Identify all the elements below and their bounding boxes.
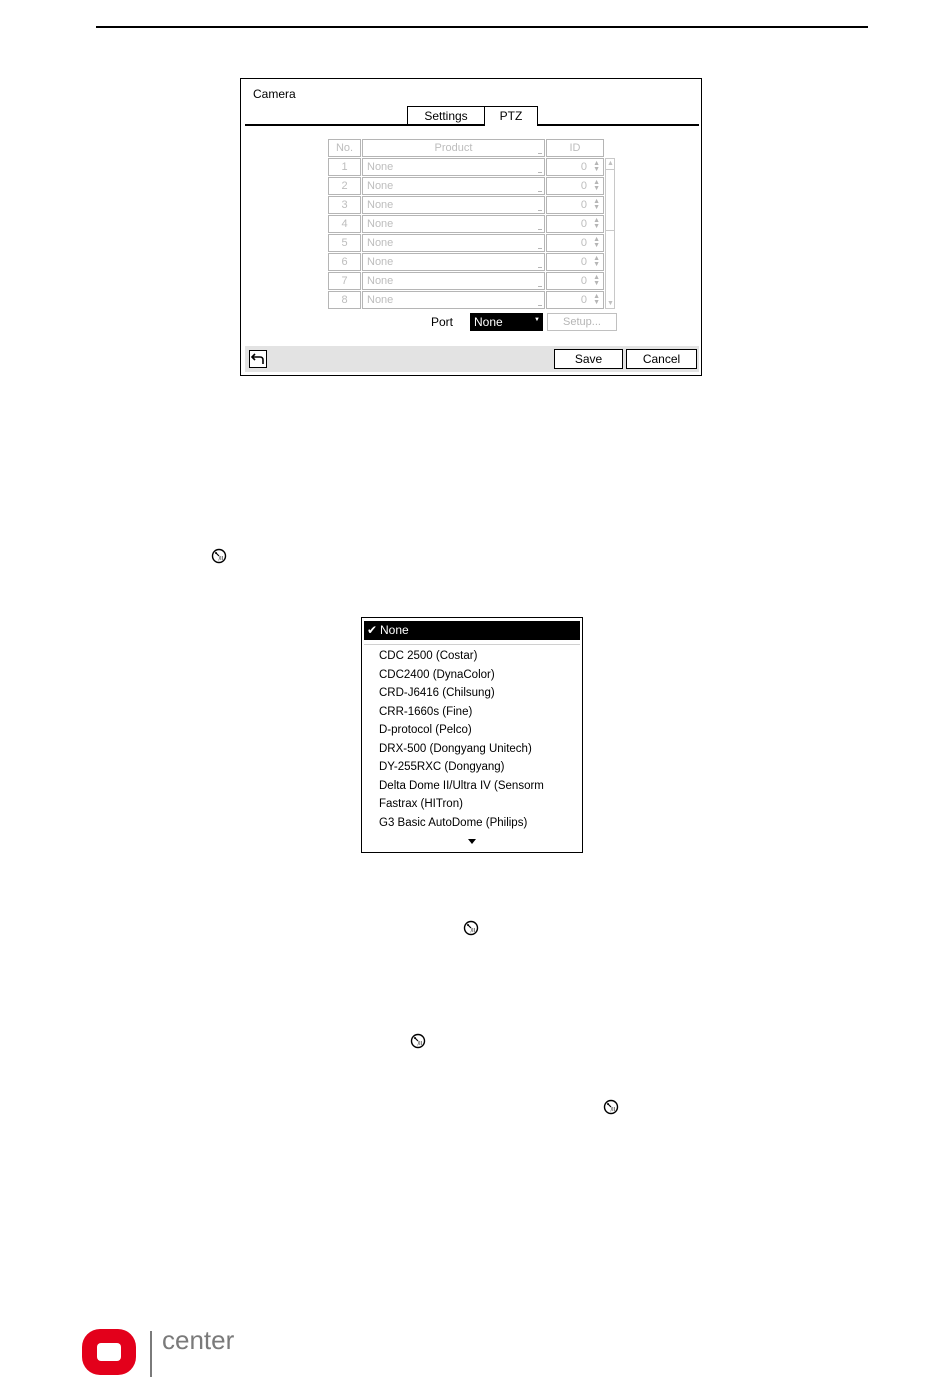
page-top-rule <box>96 26 868 28</box>
tab-settings[interactable]: Settings <box>407 106 485 125</box>
row-number: 8 <box>328 291 361 309</box>
knob-button-icon <box>463 920 479 936</box>
svg-text:/II: /II <box>610 1107 616 1113</box>
id-value: 0 <box>580 199 587 211</box>
tab-ptz[interactable]: PTZ <box>485 106 538 126</box>
logo-text: center <box>162 1325 235 1355</box>
spin-arrows-icon[interactable]: ▲ ▼ <box>593 198 600 211</box>
row-number: 5 <box>328 234 361 252</box>
dialog-title: Camera <box>253 87 296 101</box>
tab-underline <box>245 124 699 126</box>
product-select[interactable]: None <box>362 272 545 290</box>
dropdown-item[interactable]: G3 Basic AutoDome (Philips) <box>379 816 528 829</box>
scroll-down-arrow-icon[interactable] <box>468 839 476 844</box>
port-select[interactable] <box>470 313 543 331</box>
svg-text:/II: /II <box>218 556 224 562</box>
scroll-up-arrow-icon[interactable]: ▲ <box>607 160 614 167</box>
dropdown-item-label: None <box>380 623 409 637</box>
table-row[interactable] <box>328 196 616 215</box>
id-stepper[interactable] <box>546 196 604 214</box>
id-stepper[interactable] <box>546 253 604 271</box>
spin-arrows-icon[interactable]: ▲ ▼ <box>593 274 600 287</box>
port-select-value: None <box>474 315 503 329</box>
id-stepper[interactable] <box>546 272 604 290</box>
ptz-grid <box>328 139 616 310</box>
dropdown-item[interactable]: DY-255RXC (Dongyang) <box>379 761 505 773</box>
port-label: Port <box>431 315 454 329</box>
save-button[interactable]: Save <box>554 349 623 369</box>
product-select[interactable]: None <box>362 234 545 252</box>
back-button[interactable] <box>249 350 267 368</box>
knob-button-icon <box>410 1033 426 1049</box>
product-select[interactable]: None <box>362 215 545 233</box>
product-dropdown-list <box>361 617 583 853</box>
id-value: 0 <box>580 256 587 268</box>
table-row[interactable] <box>328 253 616 272</box>
dropdown-item-selected[interactable] <box>364 621 580 640</box>
id-stepper[interactable] <box>546 234 604 252</box>
row-number: 3 <box>328 196 361 214</box>
table-row[interactable] <box>328 177 616 196</box>
row-number: 1 <box>328 158 361 176</box>
checkmark-icon: ✔ <box>367 623 378 637</box>
dropdown-item[interactable]: CDC2400 (DynaColor) <box>379 668 495 681</box>
product-select[interactable]: None <box>362 291 545 309</box>
header-no: No. <box>328 139 361 157</box>
row-number: 4 <box>328 215 361 233</box>
product-select[interactable]: None <box>362 158 545 176</box>
spin-arrows-icon[interactable]: ▲ ▼ <box>593 160 600 173</box>
id-value: 0 <box>580 237 587 249</box>
dropdown-items <box>379 647 544 832</box>
setup-button[interactable]: Setup... <box>547 313 617 331</box>
scroll-down-arrow-icon[interactable]: ▼ <box>607 300 614 307</box>
id-stepper[interactable] <box>546 215 604 233</box>
camera-dialog <box>240 78 702 376</box>
dialog-footer <box>245 346 699 372</box>
scroll-thumb[interactable] <box>606 169 614 231</box>
dropdown-item[interactable]: DRX-500 (Dongyang Unitech) <box>379 742 532 755</box>
id-stepper[interactable] <box>546 158 604 176</box>
dropdown-arrow-icon: ▼ <box>534 317 540 323</box>
undo-arrow-icon <box>250 351 266 367</box>
dropdown-item[interactable]: CDC 2500 (Costar) <box>379 650 478 662</box>
svg-text:/II: /II <box>417 1041 423 1047</box>
spin-arrows-icon[interactable]: ▲ ▼ <box>593 255 600 268</box>
id-stepper[interactable] <box>546 291 604 309</box>
table-row[interactable] <box>328 234 616 253</box>
knob-button-icon <box>603 1099 619 1115</box>
spin-arrows-icon[interactable]: ▲ ▼ <box>593 179 600 192</box>
id-stepper[interactable] <box>546 177 604 195</box>
grid-header <box>328 139 616 158</box>
id-value: 0 <box>580 161 587 173</box>
svg-text:/II: /II <box>470 928 476 934</box>
spin-arrows-icon[interactable]: ▲ ▼ <box>593 236 600 249</box>
cancel-button[interactable]: Cancel <box>626 349 697 369</box>
product-select[interactable]: None <box>362 177 545 195</box>
id-value: 0 <box>580 180 587 192</box>
id-value: 0 <box>580 275 587 287</box>
knob-button-icon <box>211 548 227 564</box>
header-product: Product <box>362 139 545 157</box>
product-select[interactable]: None <box>362 196 545 214</box>
table-row[interactable] <box>328 158 616 177</box>
table-row[interactable] <box>328 215 616 234</box>
spin-arrows-icon[interactable]: ▲ ▼ <box>593 217 600 230</box>
product-select[interactable]: None <box>362 253 545 271</box>
header-id: ID <box>546 139 604 157</box>
dropdown-item[interactable]: CRD-J6416 (Chilsung) <box>379 687 495 699</box>
center-logo <box>80 1325 300 1381</box>
dropdown-item[interactable]: D-protocol (Pelco) <box>379 724 472 736</box>
table-row[interactable] <box>328 291 616 310</box>
tab-bar <box>407 106 538 125</box>
spin-arrows-icon[interactable]: ▲ ▼ <box>593 293 600 306</box>
dropdown-item[interactable]: CRR-1660s (Fine) <box>379 705 473 718</box>
id-value: 0 <box>580 218 587 230</box>
dropdown-divider <box>364 644 580 645</box>
row-number: 7 <box>328 272 361 290</box>
dropdown-item[interactable]: Delta Dome II/Ultra IV (Sensorm <box>379 779 544 792</box>
grid-scrollbar[interactable] <box>605 158 615 309</box>
row-number: 6 <box>328 253 361 271</box>
row-number: 2 <box>328 177 361 195</box>
dropdown-item[interactable]: Fastrax (HITron) <box>379 798 463 810</box>
table-row[interactable] <box>328 272 616 291</box>
id-value: 0 <box>580 294 587 306</box>
